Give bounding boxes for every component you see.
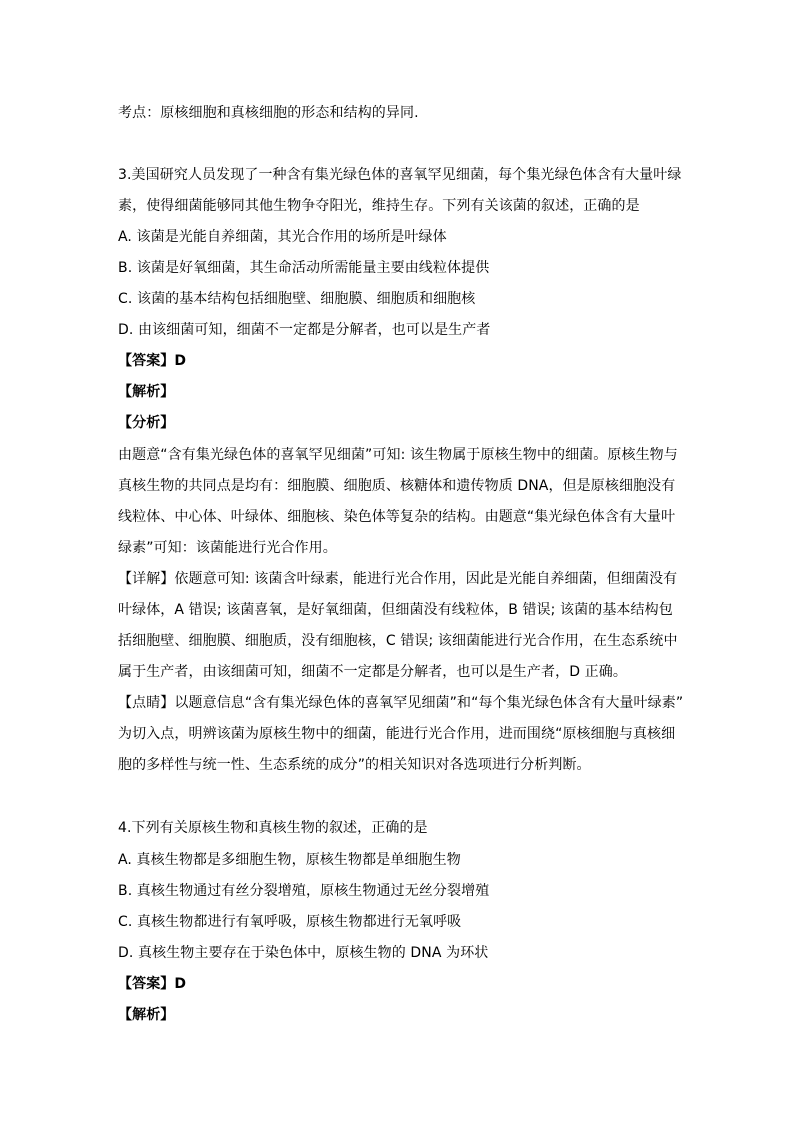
q3-xiangjie-line-1: 【详解】依题意可知: 该菌含叶绿素，能进行光合作用，因此是光能自养细菌，但细菌没有: [118, 571, 678, 587]
q4-option-a: A. 真核生物都是多细胞生物，原核生物都是单细胞生物: [118, 852, 461, 868]
q3-dianjing-line-1: 【点睛】以题意信息“含有集光绿色体的喜氧罕见细菌”和“每个集光绿色体含有大量叶绿素”: [118, 695, 684, 711]
q3-fenxi-line-3: 线粒体、中心体、叶绿体、细胞核、染色体等复杂的结构。由题意“集光绿色体含有大量叶: [118, 509, 676, 525]
q4-stem: 4.下列有关原核生物和真核生物的叙述，正确的是: [118, 820, 428, 836]
q3-option-a: A. 该菌是光能自养细菌，其光合作用的场所是叶绿体: [118, 229, 447, 245]
q4-analysis-heading: 【解析】: [118, 1007, 175, 1023]
q3-xiangjie-line-4: 属于生产者，由该细菌可知，细菌不一定都是分解者，也可以是生产者，D 正确。: [118, 664, 627, 680]
q4-option-b: B. 真核生物通过有丝分裂增殖，原核生物通过无丝分裂增殖: [118, 883, 490, 899]
q4-option-c: C. 真核生物都进行有氧呼吸，原核生物都进行无氧呼吸: [118, 914, 462, 930]
q3-answer: 【答案】D: [118, 353, 187, 369]
q3-dianjing-line-2: 为切入点，明辨该菌为原核生物中的细菌，能进行光合作用，进而围绕“原核细胞与真核细: [118, 726, 676, 742]
q3-fenxi-line-4: 绿素”可知：该菌能进行光合作用。: [118, 540, 337, 556]
q3-xiangjie-line-3: 括细胞壁、细胞膜、细胞质，没有细胞核，C 错误; 该细菌能进行光合作用，在生态系统中: [118, 633, 678, 649]
q3-option-c: C. 该菌的基本结构包括细胞壁、细胞膜、细胞质和细胞核: [118, 291, 476, 307]
q3-stem-line-1: 3.美国研究人员发现了一种含有集光绿色体的喜氧罕见细菌，每个集光绿色体含有大量叶绿: [118, 167, 682, 183]
q3-xiangjie-line-2: 叶绿体，A 错误; 该菌喜氧，是好氧细菌，但细菌没有线粒体，B 错误; 该菌的基本结构包: [118, 602, 673, 618]
q3-option-b: B. 该菌是好氧细菌，其生命活动所需能量主要由线粒体提供: [118, 260, 490, 276]
q3-fenxi-line-1: 由题意“含有集光绿色体的喜氧罕见细菌”可知: 该生物属于原核生物中的细菌。原核生物与: [118, 447, 678, 463]
q4-option-d: D. 真核生物主要存在于染色体中，原核生物的 DNA 为环状: [118, 945, 489, 961]
q3-fenxi-line-2: 真核生物的共同点是均有：细胞膜、细胞质、核糖体和遗传物质 DNA，但是原核细胞没有: [118, 478, 676, 494]
header-note: 考点：原核细胞和真核细胞的形态和结构的异同.: [118, 105, 419, 121]
q3-stem-line-2: 素，使得细菌能够同其他生物争夺阳光，维持生存。下列有关该菌的叙述，正确的是: [118, 198, 640, 214]
q3-fenxi-heading: 【分析】: [118, 415, 175, 431]
q3-dianjing-line-3: 胞的多样性与统一性、生态系统的成分”的相关知识对各选项进行分析判断。: [118, 757, 591, 773]
q3-option-d: D. 由该细菌可知，细菌不一定都是分解者，也可以是生产者: [118, 322, 491, 338]
q4-answer: 【答案】D: [118, 976, 187, 992]
q3-analysis-heading: 【解析】: [118, 384, 175, 400]
